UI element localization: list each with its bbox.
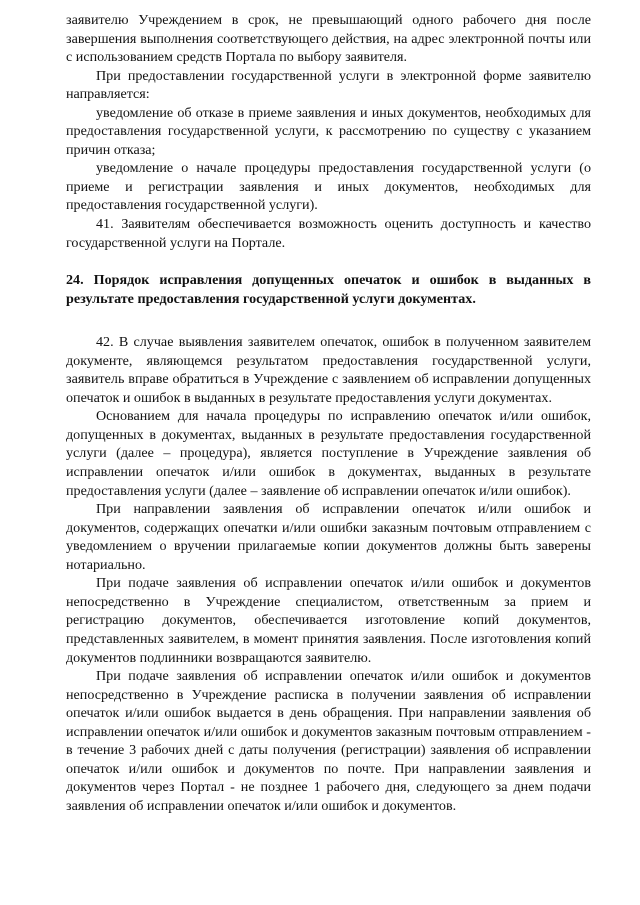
paragraph-receipt-issuance: При подаче заявления об исправлении опечаток и/или ошибок и документов непосредственно в Учреждение расписка в получении заявления об исправлении опечаток и/или ошибок выдается в день обращения. При направлении заявления об исправлении опечаток и/или ошибок и документов заказным почтовым отправлением - в течение 3 рабочих дней с даты получения (регистрации) заявления об исправлении опечаток и/или ошибок и документов по почте. При направлении заявления и документов через Портал - не позднее 1 рабочего дня, следующего за днем подачи заявления об исправлении опечаток и/или ошибок и документов. [66,668,591,814]
spacer [66,252,591,271]
paragraph-procedure-basis: Основанием для начала процедуры по исправлению опечаток и/или ошибок, допущенных в документах, выданных в результате предоставления государственной услуги (далее – процедура), является поступление в Учреждение заявления об исправлении опечаток и/или ошибок в документах, выданных в результате предоставления услуги (далее – заявление об исправлении опечаток и/или ошибок). [66,408,591,499]
section-heading: 24. Порядок исправления допущенных опечаток и ошибок в выданных в результате предоставления государственной услуги документах. [66,272,591,307]
paragraph-item-41: 41. Заявителям обеспечивается возможность оценить доступность и качество государственной услуги на Портале. [66,216,591,251]
paragraph-electronic-form: При предоставлении государственной услуги в электронной форме заявителю направляется: [66,67,591,103]
paragraph-postal-submission: При направлении заявления об исправлении опечаток и/или ошибок и документов, содержащих опечатки и/или ошибки заказным почтовым отправлением с уведомлением о вручении прилагаемые копии документов должны быть заверены нотариально. [66,501,591,573]
paragraph-start-notice: уведомление о начале процедуры предоставления государственной услуги (о приеме и регистрации заявления и иных документов, необходимых для предоставления государственной услуги). [66,160,591,214]
document-page [66,11,591,815]
paragraph-item-42: 42. В случае выявления заявителем опечаток, ошибок в полученном заявителем документе, являющемся результатом предоставления государственной услуги, заявитель вправе обратиться в Учреждение с заявлением об исправлении допущенных опечаток и ошибок в выданных в результате предоставления услуги документах. [66,334,591,406]
paragraph-direct-submission: При подаче заявления об исправлении опечаток и/или ошибок и документов непосредственно в Учреждение специалистом, ответственным за прием и регистрацию документов, обеспечивается изготовление копий документов, представленных заявителем, в момент принятия заявления. После изготовления копий документов подлинники возвращаются заявителю. [66,575,591,666]
paragraph-refusal-notice: уведомление об отказе в приеме заявления и иных документов, необходимых для предоставления государственной услуги, к рассмотрению по существу с указанием причин отказа; [66,104,591,158]
spacer [66,308,591,333]
paragraph-continuation: заявителю Учреждением в срок, не превышающий одного рабочего дня после завершения выполнения соответствующего действия, на адрес электронной почты или с использованием средств Портала по выбору заявителя. [66,12,591,66]
